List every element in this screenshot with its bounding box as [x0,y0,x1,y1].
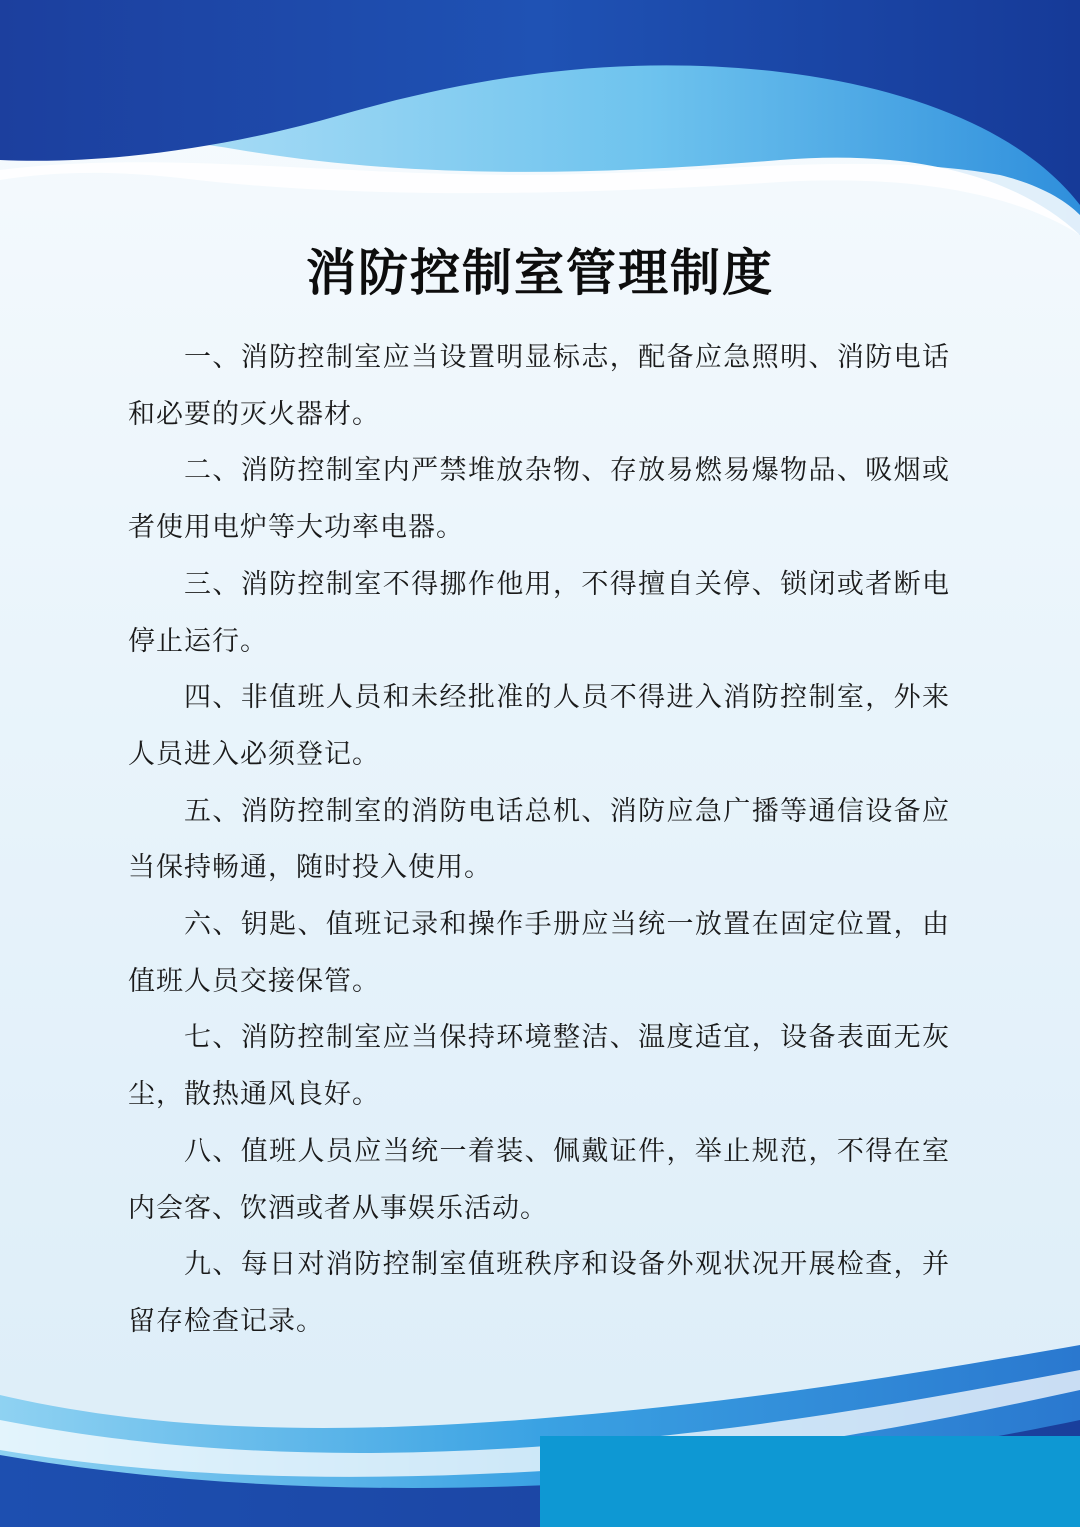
rule-item-5: 五、消防控制室的消防电话总机、消防应急广播等通信设备应当保持畅通，随时投入使用。 [128,795,950,884]
rules-list [128,330,950,1351]
rule-item-7: 七、消防控制室应当保持环境整洁、温度适宜，设备表面无灰尘，散热通风良好。 [128,1022,950,1111]
rule-item-8: 八、值班人员应当统一着装、佩戴证件，举止规范，不得在室内会客、饮酒或者从事娱乐活动。 [128,1135,950,1224]
corner-accent-block [540,1436,1080,1527]
top-white-sweep [0,162,1080,235]
rule-item-4: 四、非值班人员和未经批准的人员不得进入消防控制室，外来人员进入必须登记。 [128,682,950,770]
rule-item-9: 九、每日对消防控制室值班秩序和设备外观状况开展检查，并留存检查记录。 [128,1249,950,1337]
rule-item-1: 一、消防控制室应当设置明显标志，配备应急照明、消防电话和必要的灭火器材。 [128,342,950,430]
rule-item-6: 六、钥匙、值班记录和操作手册应当统一放置在固定位置，由值班人员交接保管。 [128,909,950,997]
rule-item-3: 三、消防控制室不得挪作他用，不得擅自关停、锁闭或者断电停止运行。 [128,568,950,657]
rule-item-2: 二、消防控制室内严禁堆放杂物、存放易燃易爆物品、吸烟或者使用电炉等大功率电器。 [128,455,950,544]
page-title: 消防控制室管理制度 [306,244,774,302]
